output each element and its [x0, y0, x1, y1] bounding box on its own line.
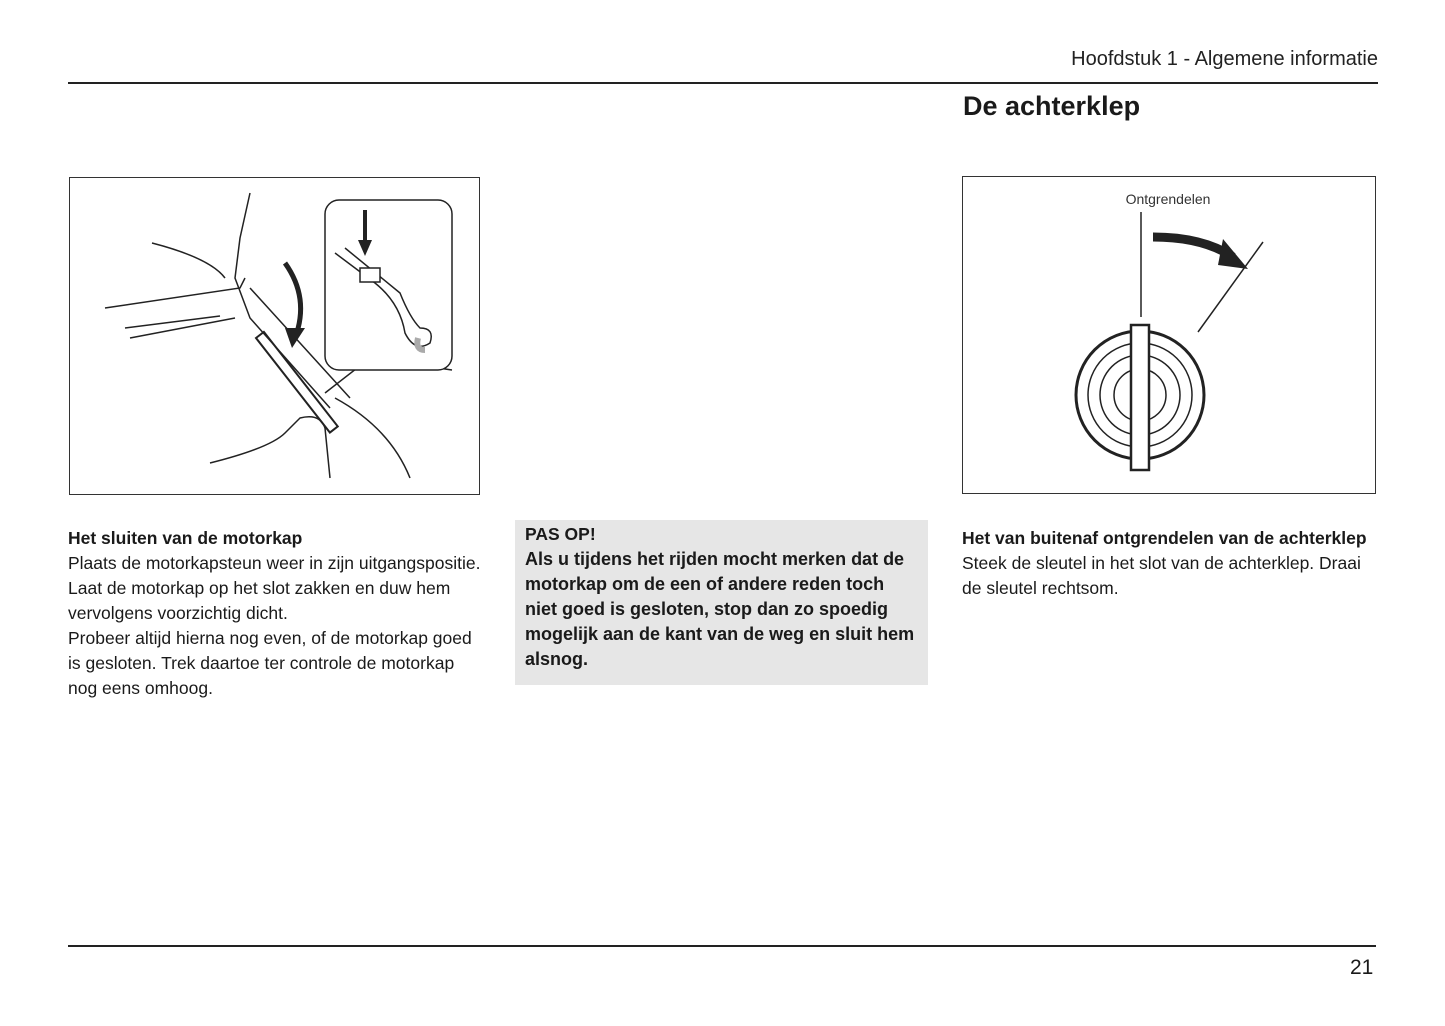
page-number: 21	[1350, 956, 1374, 979]
hood-closing-paragraph: Plaats de motorkapsteun weer in zijn uitgangspositie. Laat de motorkap op het slot zakken en duw hem vervolgens voorzichtig dicht.	[68, 553, 481, 623]
hood-support-figure	[69, 177, 480, 495]
warning-body: Als u tijdens het rijden mocht merken dat de motorkap om de een of andere reden toch niet goed is gesloten, stop dan zo spoedig mogelijk aan de kant van de weg en sluit hem alsnog.	[525, 549, 915, 669]
warning-heading: PAS OP!	[525, 524, 596, 544]
key-lock-illustration-icon	[963, 177, 1374, 492]
bottom-divider	[68, 945, 1376, 947]
section-title: De achterklep	[963, 91, 1141, 121]
hood-closing-section	[68, 526, 481, 701]
hood-closing-paragraph: Probeer altijd hierna nog even, of de motorkap goed is gesloten. Trek daartoe ter controle de motorkap nog eens omhoog.	[68, 628, 472, 698]
tailgate-unlock-section	[962, 526, 1377, 601]
hood-closing-heading: Het sluiten van de motorkap	[68, 528, 303, 548]
chapter-header: Hoofdstuk 1 - Algemene informatie	[1071, 48, 1378, 70]
tailgate-lock-figure	[962, 176, 1376, 494]
unlock-label: Ontgrendelen	[1125, 191, 1211, 207]
warning-box	[515, 520, 928, 685]
tailgate-unlock-heading: Het van buitenaf ontgrendelen van de achterklep	[962, 528, 1367, 548]
top-divider	[68, 82, 1378, 84]
hood-support-illustration-icon	[70, 178, 478, 493]
tailgate-unlock-paragraph: Steek de sleutel in het slot van de achterklep. Draai de sleutel rechtsom.	[962, 553, 1361, 598]
